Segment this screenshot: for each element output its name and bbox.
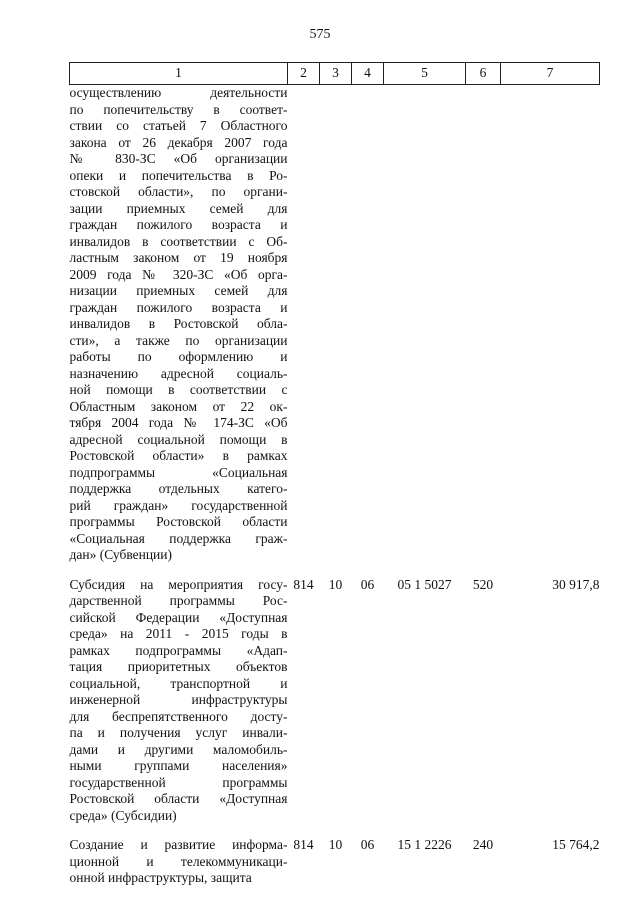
row-spacer-cell xyxy=(70,564,600,577)
description-line: «Социальная поддержка граж- xyxy=(69,530,288,546)
ministry-code-cell xyxy=(288,85,320,564)
table-row xyxy=(70,85,600,564)
amount-cell: 15 764,2 xyxy=(552,837,600,852)
description-line: рамках подпрограммы «Адап- xyxy=(69,642,288,658)
description-line: стовской области», по органи- xyxy=(69,184,288,199)
description-line: ластным законом от 19 ноября xyxy=(69,250,288,265)
description-line: поддержка отдельных катего- xyxy=(69,481,288,496)
column-header: 4 xyxy=(352,63,384,85)
column-header: 7 xyxy=(501,63,600,85)
row-spacer xyxy=(70,824,600,837)
table-body xyxy=(70,85,600,887)
description-line: среда» на 2011 - 2015 годы в xyxy=(69,626,288,641)
budget-table xyxy=(69,62,600,887)
description-line: подпрограммы «Социальная xyxy=(69,464,288,480)
section-code-cell: 10 xyxy=(328,576,343,592)
description-line: государственной программы xyxy=(69,774,288,790)
description-line: по попечительству в соответ- xyxy=(69,101,288,117)
column-header-row xyxy=(70,63,600,85)
target-article-cell: 15 1 2226 xyxy=(397,837,452,852)
description-cell xyxy=(70,577,288,825)
description-line: Создание и развитие информа- xyxy=(69,837,288,852)
description-line: ционной и телекоммуникаци- xyxy=(69,853,288,869)
expense-type-cell xyxy=(466,85,501,564)
description-line: Областным законом от 22 ок- xyxy=(69,398,288,414)
description-line: граждан пожилого возраста и xyxy=(69,299,288,315)
column-header: 3 xyxy=(320,63,352,85)
description-line: рий граждан» государственной xyxy=(69,497,288,513)
description-line: назначению адресной социаль- xyxy=(69,365,288,381)
section-code-cell xyxy=(320,85,352,564)
subsection-code-cell: 06 xyxy=(360,576,375,592)
description-line: опеки и попечительства в Ро- xyxy=(69,167,288,183)
description-line: ными группами населения» xyxy=(69,758,288,773)
description-line: граждан пожилого возраста и xyxy=(69,217,288,232)
description-line: инвалидов в Ростовской обла- xyxy=(69,316,288,331)
description-line: Ростовской области «Доступная xyxy=(69,791,288,806)
description-line: для беспрепятственного досту- xyxy=(69,708,288,724)
description-line: ной помощи в соответствии с xyxy=(69,382,288,397)
description-line: па и получения услуг инвали- xyxy=(69,725,288,740)
description-line: дан» (Субвенции) xyxy=(69,547,172,562)
description-cell xyxy=(70,837,288,887)
description-line: онной инфраструктуры, защита xyxy=(69,870,252,885)
description-line: сти», а также по организации xyxy=(69,332,288,348)
target-article-cell xyxy=(384,85,466,564)
row-spacer xyxy=(70,564,600,577)
description-line: 2009 года № 320-ЗС «Об орга- xyxy=(69,266,288,282)
description-line: дами и другими маломобиль- xyxy=(69,741,288,757)
expense-type-cell: 520 xyxy=(472,576,494,592)
column-header: 5 xyxy=(384,63,466,85)
amount-cell xyxy=(501,85,600,564)
table-row xyxy=(70,837,600,887)
description-line: социальной, транспортной и xyxy=(69,675,288,691)
description-line: Субсидия на мероприятия госу- xyxy=(69,576,288,592)
description-line: осуществлению деятельности xyxy=(69,85,288,100)
amount-cell: 30 917,8 xyxy=(552,576,600,592)
ministry-code-cell: 814 xyxy=(293,837,314,852)
description-line: зации приемных семей для xyxy=(69,200,288,216)
description-line: тация приоритетных объектов xyxy=(69,659,288,674)
subsection-code-cell: 06 xyxy=(360,837,375,852)
description-line: № 830-ЗС «Об организации xyxy=(69,151,288,166)
row-spacer-cell xyxy=(70,824,600,837)
description-line: инженерной инфраструктуры xyxy=(69,692,288,707)
description-line: программы Ростовской области xyxy=(69,514,288,529)
description-line: дарственной программы Рос- xyxy=(69,593,288,608)
description-line: адресной социальной помощи в xyxy=(69,431,288,447)
column-header: 1 xyxy=(70,63,288,85)
expense-type-cell: 240 xyxy=(472,837,494,852)
description-line: работы по оформлению и xyxy=(69,349,288,364)
description-line: среда» (Субсидии) xyxy=(69,807,177,823)
description-line: Ростовской области» в рамках xyxy=(69,448,288,463)
description-line: тября 2004 года № 174-ЗС «Об xyxy=(69,415,288,430)
description-line: низации приемных семей для xyxy=(69,283,288,298)
page-number: 575 xyxy=(309,27,331,42)
target-article-cell: 05 1 5027 xyxy=(397,576,452,592)
subsection-code-cell xyxy=(352,85,384,564)
description-line: ствии со статьей 7 Областного xyxy=(69,118,288,133)
description-cell xyxy=(70,85,288,564)
column-header: 6 xyxy=(466,63,501,85)
ministry-code-cell: 814 xyxy=(293,576,314,592)
column-header: 2 xyxy=(288,63,320,85)
description-line: сийской Федерации «Доступная xyxy=(69,609,288,625)
table-row xyxy=(70,577,600,825)
description-line: инвалидов в соответствии с Об- xyxy=(69,233,288,249)
description-line: закона от 26 декабря 2007 года xyxy=(69,134,288,150)
section-code-cell: 10 xyxy=(328,837,343,852)
